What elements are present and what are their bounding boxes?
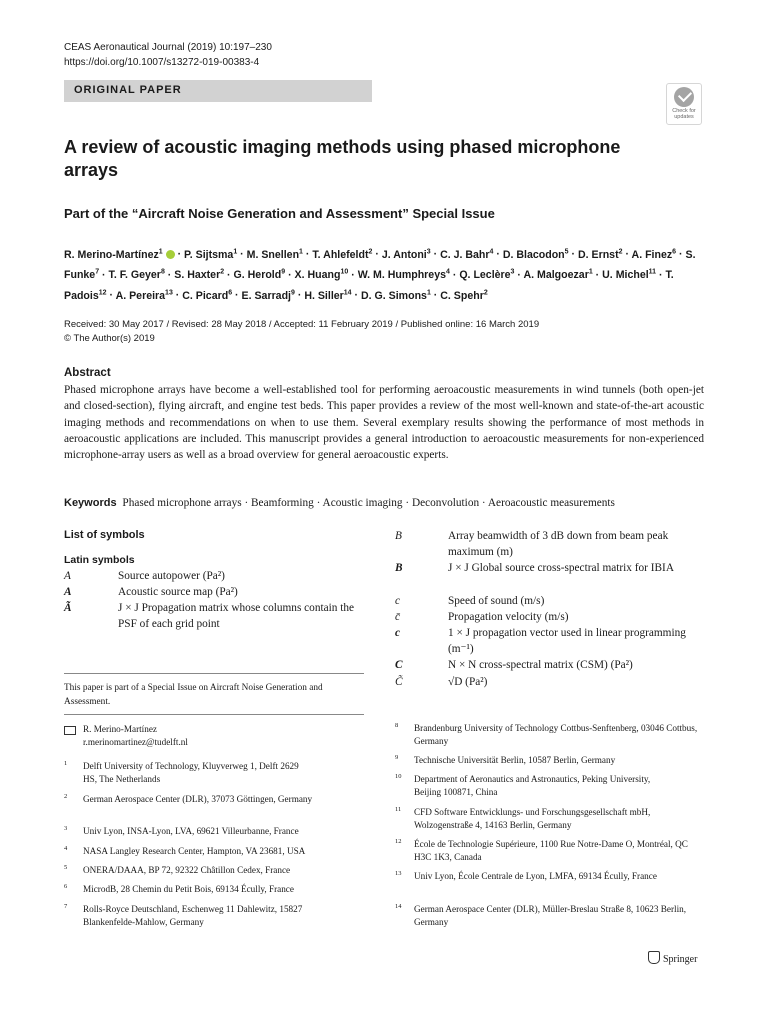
symbol-desc: Speed of sound (m/s) [448,595,545,607]
affiliation-number: 14 [395,903,402,910]
symbol: B [395,562,403,574]
symbol-entry [395,561,705,593]
author-affiliation-number: 2 [483,289,488,297]
symbol-desc: J × J Global source cross-spectral matrix for IBIA [448,562,674,574]
affiliation-text: École de Technologie Supérieure, 1100 Rue Notre-Dame O, Montréal, QC H3C 1K3, Canada [414,839,688,862]
author-affiliation-number: 6 [672,248,677,255]
symbol-entry [64,601,364,633]
journal-header [64,40,272,70]
symbol: Ã [64,602,72,614]
affiliation [395,870,705,896]
copyright: © The Author(s) 2019 [64,333,155,344]
affiliation-number: 5 [64,864,68,871]
footnote-rule [64,673,364,674]
doi-link[interactable]: https://doi.org/10.1007/s13272-019-00383-4 [64,57,260,68]
affiliation-text: ONERA/DAAA, BP 72, 92322 Châtillon Cedex, France [83,865,291,875]
affiliation-text: Univ Lyon, INSA-Lyon, LVA, 69621 Villeurbanne, France [83,826,299,836]
author[interactable]: M. Snellen$^1$ [246,248,303,261]
affiliation-text: German Aerospace Center (DLR), Müller-Breslau Straße 8, 10623 Berlin, Germany [414,904,687,927]
author-affiliation-number: 5 [564,248,569,255]
abstract-heading: Abstract [64,367,111,379]
mail-icon [64,726,76,735]
author[interactable]: A. Malgoezar$^1$ [523,268,593,282]
symbol: C [395,659,403,671]
special-issue-note: This paper is part of a Special Issue on Aircraft Noise Generation and Assessment. [64,683,323,707]
affiliation [395,773,705,799]
author[interactable]: U. Michel$^{11}$ [602,268,657,282]
author[interactable]: H. Siller$^{14}$ [304,289,352,302]
author-affiliation-number: 1 [588,268,593,276]
abstract-text: Phased microphone arrays have become a well-established tool for performing aeroacoustic measurements in wind tunnels (both open-jet and closed-section), flying aircraft, and engine test beds. This paper provides a review of the most well-known and state-of-the-art acoustic imaging methods and recommendations on when to use them. Several exemplary results showing the performance of most methods in aeroacoustic applications are included. This manuscript provides a general introduction to aeroacoustic measurements for non-experienced microphone-array users as well as a broad overview for general aeroacoustic experts. [64,384,704,462]
affiliation-number: 8 [395,722,399,729]
affiliation-number: 12 [395,838,402,845]
affiliation-text: Univ Lyon, École Centrale de Lyon, LMFA, 69134 Écully, France [414,871,657,881]
corresponding-author [64,723,364,751]
symbol-desc: N × N cross-spectral matrix (CSM) (Pa²) [448,659,633,671]
author-affiliation-number: 1 [426,289,431,297]
author-affiliation-number: 9 [291,289,295,297]
author-affiliation-number: 1 [233,248,238,255]
footnote-rule [64,714,364,715]
author-affiliation-number: 12 [98,289,107,297]
author[interactable]: W. M. Humphreys$^4$ [357,268,450,282]
author[interactable]: T. Padois$^{12}$ [64,269,674,302]
symbol: c̄ [395,611,401,623]
author[interactable]: E. Sarradj$^9$ [241,289,295,302]
symbol: A [64,586,72,598]
symbol: A [64,570,71,582]
author[interactable]: T. F. Geyer$^8$ [108,268,165,282]
author-affiliation-number: 13 [165,289,173,297]
article-type-bar [64,80,372,102]
author[interactable]: C. Picard$^6$ [182,289,233,302]
author-affiliation-number: 9 [281,268,286,276]
check-for-updates-badge[interactable] [666,83,702,125]
paper-title: A review of acoustic imaging methods using phased microphone arrays [64,137,621,180]
author-affiliation-number: 8 [160,268,165,276]
symbol-desc: J × J Propagation matrix whose columns contain the PSF of each grid point [118,602,355,630]
author[interactable]: C. J. Bahr$^4$ [440,248,494,261]
symbol: C̃ [395,676,403,688]
affiliation [395,903,705,929]
author-affiliation-number: 11 [648,268,657,276]
author-affiliation-number: 7 [95,268,100,276]
author-affiliation-number: 1 [158,248,163,255]
author[interactable]: R. Merino‑Martínez$^1$ [64,249,175,261]
affiliation-number: 1 [64,760,68,767]
author-affiliation-number: 2 [368,248,373,255]
affiliation-text: Brandenburg University of Technology Cottbus-Senftenberg, 03046 Cottbus, Germany [414,723,698,746]
symbol-desc: Source autopower (Pa²) [118,570,225,582]
author-affiliation-number: 2 [220,268,225,276]
author-affiliation-number: 14 [343,289,352,297]
affiliation-number: 7 [64,903,68,910]
affiliation-number: 2 [64,793,68,800]
author[interactable]: G. Herold$^9$ [233,268,286,282]
symbol-desc: √D (Pa²) [448,676,488,688]
author[interactable]: Q. Leclère$^3$ [459,268,515,282]
check-updates-line1: Check for [672,108,696,114]
author[interactable]: D. G. Simons$^1$ [361,289,431,302]
author[interactable]: A. Finez$^6$ [631,248,677,261]
affiliation-text: Rolls-Royce Deutschland, Eschenweg 11 Dahlewitz, 15827 Blankenfelde-Mahlow, Germany [83,904,303,927]
check-updates-icon [674,87,694,107]
affiliation-number: 6 [64,883,68,890]
author[interactable]: P. Sijtsma$^1$ [184,248,238,261]
symbol-entry [395,529,705,561]
affiliation-text: CFD Software Entwicklungs- und Forschungsgesellschaft mbH, Wolzogenstraße 4, 14163 Berlin, Germany [414,807,651,830]
symbol: c [395,627,401,639]
author-affiliation-number: 6 [228,289,233,297]
affiliation [395,806,705,832]
author-affiliation-number: 3 [510,268,515,276]
author-affiliation-number: 1 [299,248,303,255]
affiliation [395,838,705,864]
affiliation [64,760,364,786]
affiliation [64,793,364,819]
author[interactable]: D. Ernst$^2$ [577,248,623,261]
author[interactable]: S. Haxter$^2$ [174,268,225,282]
history-dates: Received: 30 May 2017 / Revised: 28 May 2018 / Accepted: 11 February 2019 / Published online: 16 March 2019 [64,319,540,330]
affiliation-number: 13 [395,870,402,877]
affiliation-number: 3 [64,825,68,832]
symbol-entry [395,626,705,658]
affiliation [395,722,705,748]
affiliation-text: Department of Aeronautics and Astronautics, Peking University, Beijing 100871, China [414,774,651,797]
author-list: R. Merino‑Martínez$^1$ · P. Sijtsma$^1$ · M. Snellen$^1$ · T. Ahlefeldt$^2$ · J. Antoni$^3$ · C. J. Bahr$^4$ · D. Blacodon$^5$ · D. Ernst$^2$ · A. Finez$^6$ · S. Funke$^7$ · T. F. Geyer$^8$ · S. Haxter$^2$ · G. Herold$^9$ · X. Huang$^{10}$ · W. M. Humphreys$^4$ · Q. Leclère$^3$ · A. Malgoezar$^1$ · U. Michel$^{11}$ · T. Padois$^{12}$ · A. Pereira$^{13}$ · C. Picard$^6$ · E. Sarradj$^9$ · H. Siller$^{14}$ · D. G. Simons$^1$ · C. Spehr$^2$ [64,248,696,302]
affiliation-number: 4 [64,845,68,852]
affiliation-text: Technische Universität Berlin, 10587 Berlin, Germany [414,755,616,765]
article-type-label: ORIGINAL PAPER [74,84,182,96]
affiliation-number: 10 [395,773,402,780]
affiliation-text: NASA Langley Research Center, Hampton, VA 23681, USA [83,846,306,856]
author-affiliation-number: 2 [618,248,623,255]
keywords-label: Keywords [64,497,117,509]
corresponding-name: R. Merino‑Martínez [83,724,157,734]
affiliation-number: 11 [395,806,402,813]
publisher-footer [648,951,697,965]
author[interactable]: J. Antoni$^3$ [381,248,431,261]
author[interactable]: T. Ahlefeldt$^2$ [312,248,373,261]
symbol-desc: Propagation velocity (m/s) [448,611,569,623]
author-affiliation-number: 3 [426,248,431,255]
author-affiliation-number: 4 [489,248,494,255]
author[interactable]: X. Huang$^{10}$ [294,268,349,282]
symbol: B [395,530,402,542]
publication-dates [64,318,539,346]
symbol-desc: Array beamwidth of 3 dB down from beam peak maximum (m) [448,530,669,558]
symbol-desc: 1 × J propagation vector used in linear programming (m⁻¹) [448,627,686,655]
publisher-name: Springer [663,954,698,965]
check-updates-line2: updates [674,114,694,120]
affiliation-number: 9 [395,754,399,761]
orcid-icon[interactable] [166,250,175,259]
author-affiliation-number: 4 [445,268,450,276]
corresponding-email[interactable]: r.merinomartinez@tudelft.nl [83,737,188,747]
author[interactable]: S. Funke$^7$ [64,248,696,282]
symbol-desc: Acoustic source map (Pa²) [118,586,238,598]
special-issue-subtitle: Part of the “Aircraft Noise Generation and Assessment” Special Issue [64,206,495,221]
journal-citation: CEAS Aeronautical Journal (2019) 10:197–230 [64,42,272,53]
symbols-heading: List of symbols [64,529,145,541]
affiliation [64,903,364,929]
keywords-text: Phased microphone arrays · Beamforming · Acoustic imaging · Deconvolution · Aeroacoustic measurements [122,497,615,509]
author[interactable]: A. Pereira$^{13}$ [115,289,173,302]
affiliation-text: Delft University of Technology, Kluyverweg 1, Delft 2629 HS, The Netherlands [83,761,299,784]
symbol: c [395,595,401,607]
keywords [64,497,615,509]
springer-horse-icon [648,951,660,964]
affiliation-text: German Aerospace Center (DLR), 37073 Göttingen, Germany [83,794,313,804]
latin-symbols-heading: Latin symbols [64,554,135,566]
author-affiliation-number: 10 [340,268,349,276]
author[interactable]: C. Spehr$^2$ [440,289,488,302]
author[interactable]: D. Blacodon$^5$ [502,248,569,261]
affiliation-text: MicrodB, 28 Chemin du Petit Bois, 69134 Écully, France [83,884,294,894]
